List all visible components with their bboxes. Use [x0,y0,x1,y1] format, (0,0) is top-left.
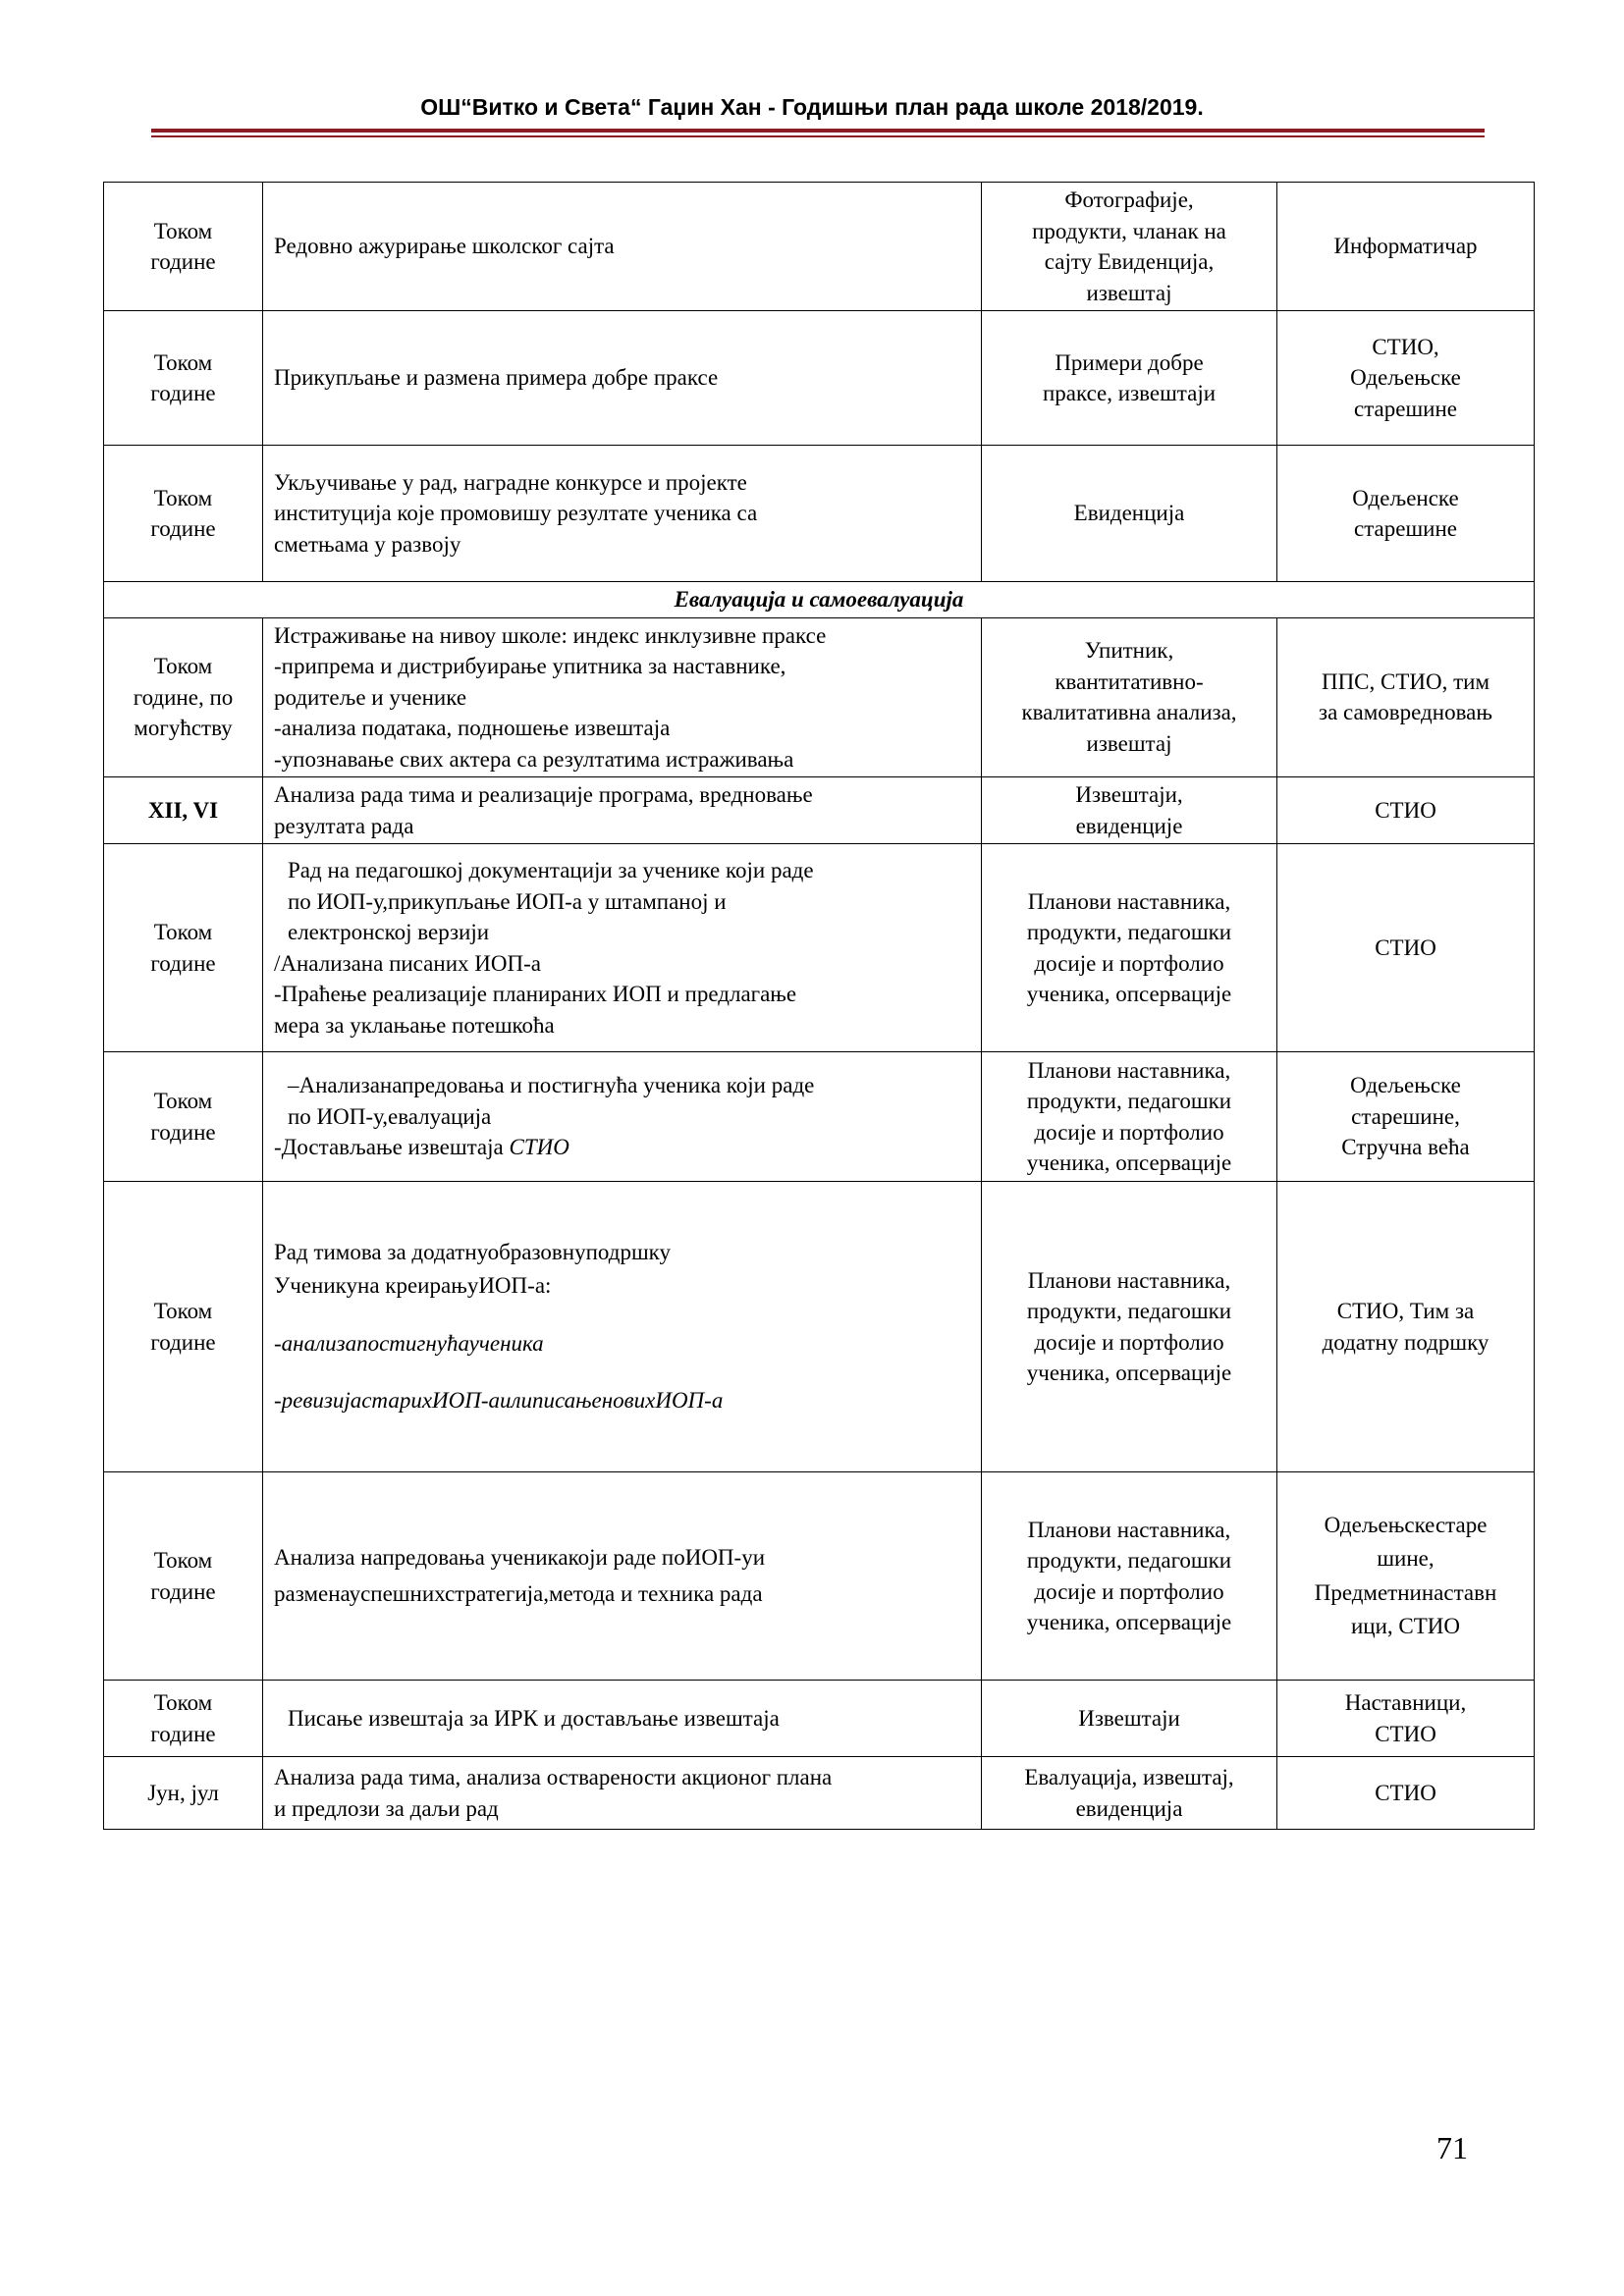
table-row [104,1472,1535,1681]
table-row [104,1052,1535,1182]
page-number: 71 [1436,2130,1468,2165]
table-row [104,446,1535,582]
result-cell: Упитник, квантитативно- квалитативна анализа, извештај [982,617,1277,777]
responsible-cell: СТИО, Тим за додатну подршку [1277,1182,1535,1472]
activity-cell: Прикупљање и размена примера добре праксе [263,311,982,446]
activity-cell: Рад на педагошкој документацији за ученике који раде по ИОП-у,прикупљање ИОП-а у штампаној и електронској верзији /Анализана писаних ИОП-а -Праћење реализације планираних ИОП и предлагање мера за уклањање потешкоћа [263,844,982,1052]
result-cell: Евалуација, извештај, евиденција [982,1757,1277,1830]
activity-cell: Укључивање у рад, наградне конкурсе и пројекте институција које промовишу резултате ученика са сметњама у развоју [263,446,982,582]
time-cell: Јун, јул [104,1757,263,1830]
time-cell: Током године [104,446,263,582]
time-cell: XII, VI [104,777,263,844]
activity-cell: Истраживање на нивоу школе: индекс инклузивне праксе -припрема и дистрибуирање упитника за наставнике, родитеље и ученике -анализа података, подношење извештаја -упознавање свих актера са резултатима истраживања [263,617,982,777]
activity-cell: –Анализанапредовања и постигнућа ученика који раде по ИОП-у,евалуација -Достављање извештаја СТИО [263,1052,982,1182]
header-rule-thin [151,135,1485,137]
page-header: ОШ“Витко и Света“ Гаџин Хан - Годишњи план рада школе 2018/2019. [420,94,1204,120]
responsible-cell: СТИО [1277,844,1535,1052]
result-cell: Фотографије, продукти, чланак на сајту Евиденција, извештај [982,183,1277,311]
table-row [104,1681,1535,1757]
time-cell: Током године [104,1681,263,1757]
responsible-cell: ППС, СТИО, тим за самовредновањ [1277,617,1535,777]
activity-cell: Рад тимова за додатнуобразовнуподршку Ученикуна креирањуИОП-а: -анализапостигнућаученика -ревизијастарихИОП-аилиписањеновихИОП-а [263,1182,982,1472]
time-cell: Током године [104,1182,263,1472]
time-cell: Током године, по могућству [104,617,263,777]
result-cell: Извештаји, евиденције [982,777,1277,844]
table-row [104,617,1535,777]
table-row [104,183,1535,311]
activity-cell: Редовно ажурирање школског сајта [263,183,982,311]
table-row [104,1757,1535,1830]
activity-cell: Писање извештаја за ИРК и достављање извештаја [263,1681,982,1757]
result-cell: Примери добре праксе, извештаји [982,311,1277,446]
header-rule [151,129,1485,133]
table-row [104,311,1535,446]
time-cell: Током године [104,1052,263,1182]
responsible-cell: СТИО [1277,1757,1535,1830]
table-row [104,777,1535,844]
activity-cell: Анализа рада тима и реализације програма, вредновање резултата рада [263,777,982,844]
responsible-cell: СТИО [1277,777,1535,844]
result-cell: Планови наставника, продукти, педагошки досије и портфолио ученика, опсервације [982,1052,1277,1182]
section-row [104,582,1535,618]
time-cell: Током године [104,311,263,446]
section-heading: Евалуација и самоевалуација [104,582,1535,618]
result-cell: Планови наставника, продукти, педагошки досије и портфолио ученика, опсервације [982,1182,1277,1472]
activity-table [103,182,1535,1830]
responsible-cell: Одељењске старешине, Стручна већа [1277,1052,1535,1182]
result-cell: Планови наставника, продукти, педагошки досије и портфолио ученика, опсервације [982,844,1277,1052]
responsible-cell: Информатичар [1277,183,1535,311]
table-row [104,844,1535,1052]
time-cell: Током године [104,1472,263,1681]
responsible-cell: Одељенске старешине [1277,446,1535,582]
result-cell: Планови наставника, продукти, педагошки досије и портфолио ученика, опсервације [982,1472,1277,1681]
result-cell: Евиденција [982,446,1277,582]
time-cell: Током године [104,183,263,311]
responsible-cell: Наставници, СТИО [1277,1681,1535,1757]
time-cell: Током године [104,844,263,1052]
activity-cell: Анализа напредовања ученикакоји раде поИОП-уи разменауспешнихстратегија,метода и техника рада [263,1472,982,1681]
responsible-cell: СТИО, Одељењске старешине [1277,311,1535,446]
result-cell: Извештаји [982,1681,1277,1757]
responsible-cell: Одељењскестаре шине, Предметнинаставн ици, СТИО [1277,1472,1535,1681]
table-row [104,1182,1535,1472]
activity-cell: Анализа рада тима, анализа остварености акционог плана и предлози за даљи рад [263,1757,982,1830]
